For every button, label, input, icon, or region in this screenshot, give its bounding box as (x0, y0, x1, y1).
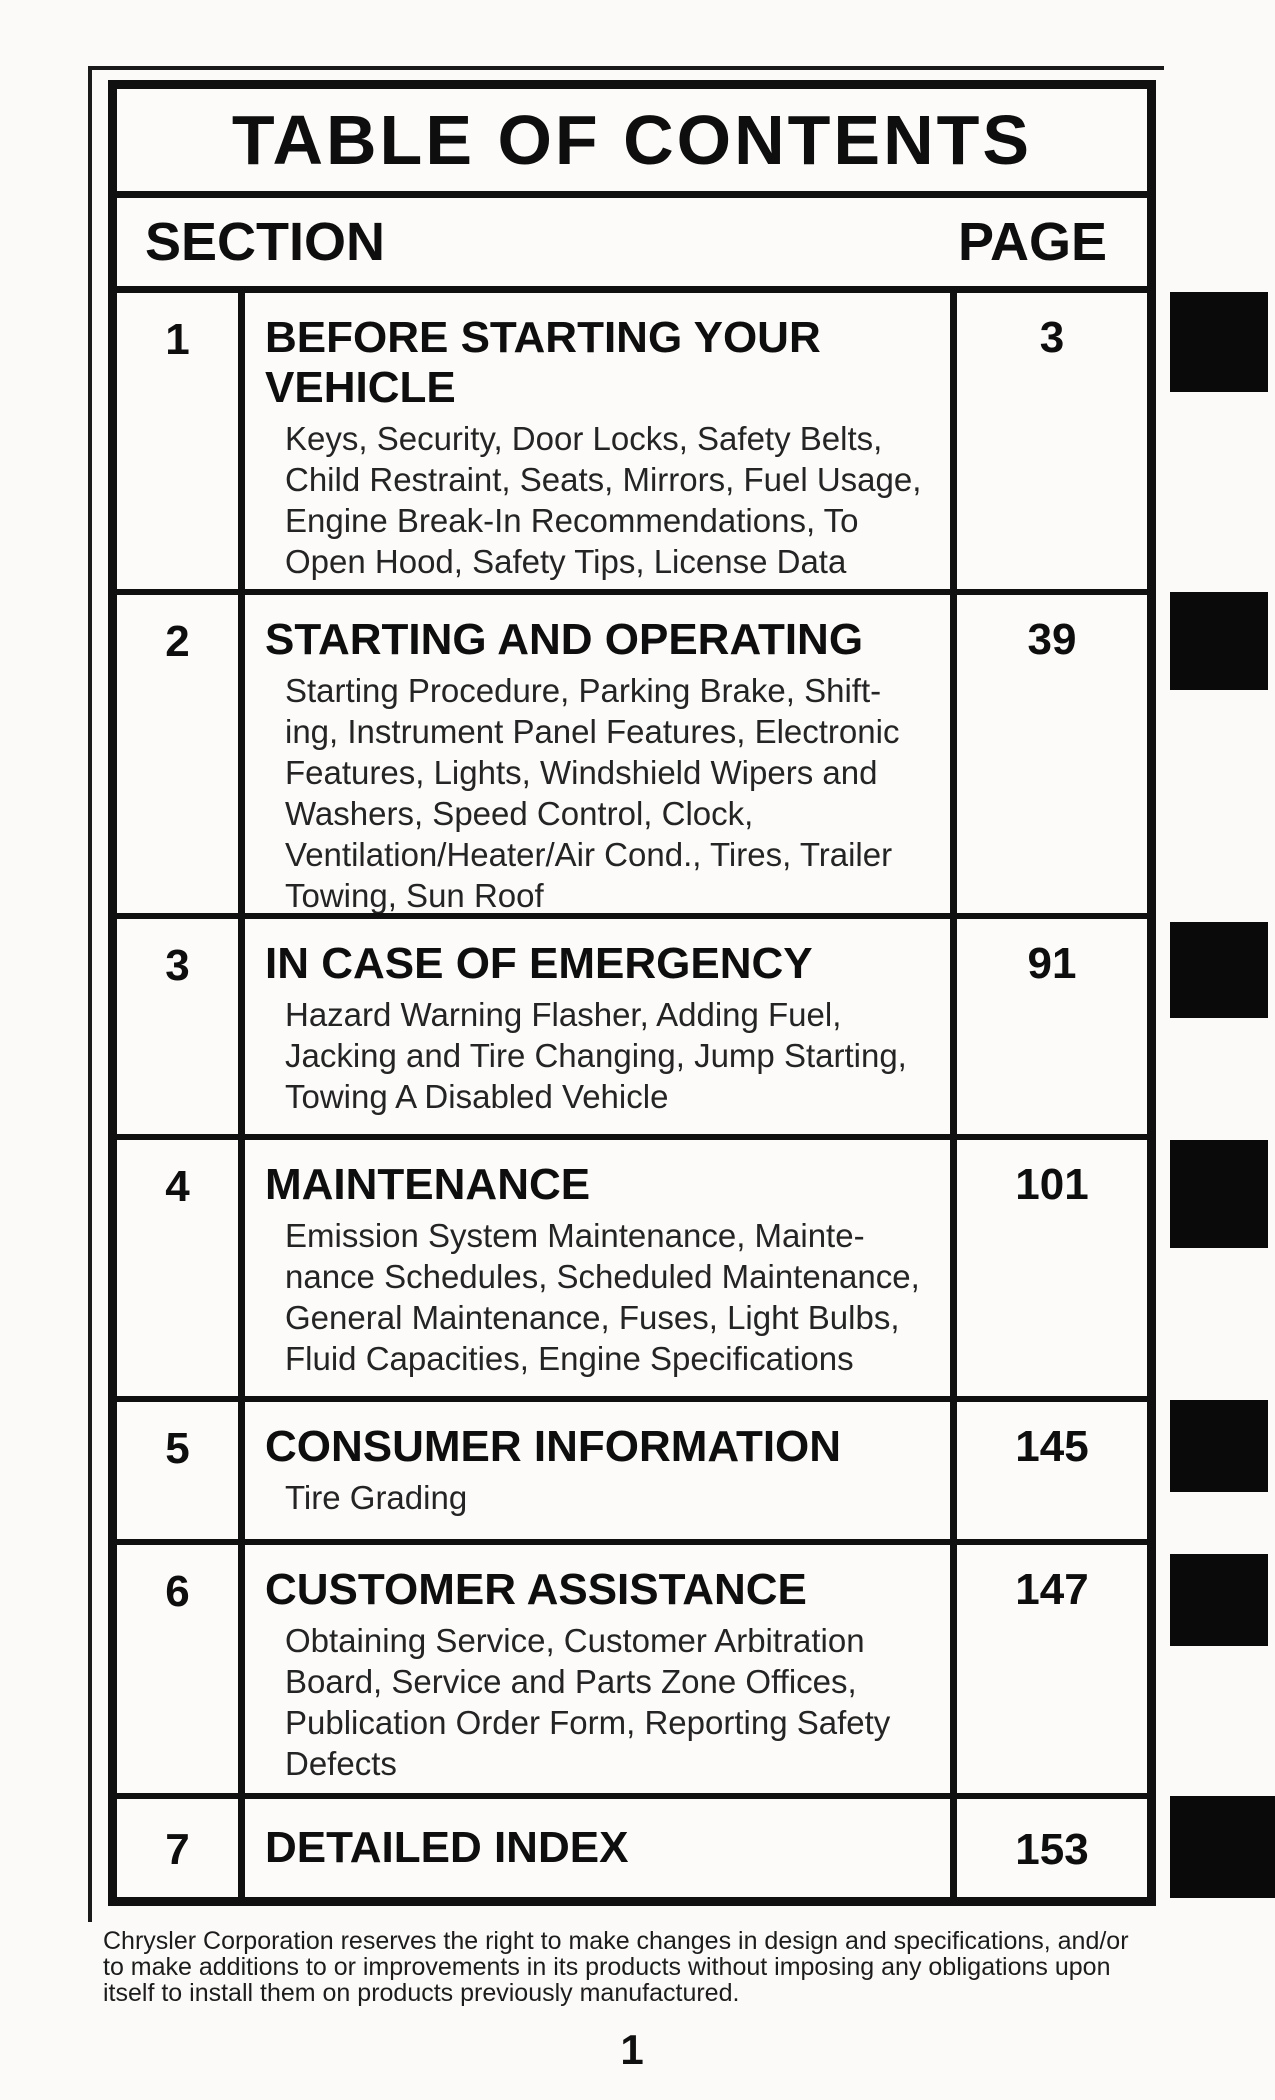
toc-row-2 (117, 595, 1147, 919)
section-topics (265, 994, 944, 1117)
section-topics (265, 418, 944, 582)
section-tab-2 (1170, 592, 1268, 690)
desc-line: Starting Procedure, Parking Brake, Shift- (285, 672, 882, 709)
section-topics (265, 1620, 944, 1784)
section-content (245, 293, 950, 589)
disclaimer-line: itself to install them on products previously manufactured. (103, 1979, 740, 2007)
section-tab-5 (1170, 1400, 1268, 1492)
section-title (265, 1160, 944, 1210)
heading-line: DETAILED INDEX (265, 1823, 629, 1872)
toc-row-4 (117, 1140, 1147, 1402)
desc-line: Fluid Capacities, Engine Specifications (285, 1340, 854, 1377)
toc-row-3 (117, 919, 1147, 1140)
section-page-number: 39 (950, 595, 1147, 913)
section-content (245, 1402, 950, 1539)
desc-line: General Maintenance, Fuses, Light Bulbs, (285, 1299, 900, 1336)
heading-line: BEFORE STARTING YOUR (265, 313, 821, 362)
desc-line: Keys, Security, Door Locks, Safety Belts, (285, 420, 883, 457)
section-number: 4 (117, 1140, 245, 1396)
toc-row-1 (117, 293, 1147, 595)
section-page-number: 3 (950, 293, 1147, 589)
desc-line: Ventilation/Heater/Air Cond., Tires, Trailer (285, 836, 893, 873)
section-content (245, 595, 950, 913)
section-tab-4 (1170, 1140, 1268, 1248)
section-title (265, 1565, 944, 1615)
desc-line: Publication Order Form, Reporting Safety (285, 1704, 891, 1741)
page-number: 1 (620, 2026, 644, 2073)
section-page-number: 145 (950, 1402, 1147, 1539)
page-title: TABLE OF CONTENTS (117, 89, 1147, 198)
desc-line: Towing, Sun Roof (285, 877, 544, 913)
heading-line: MAINTENANCE (265, 1160, 591, 1209)
section-content (245, 1799, 950, 1897)
desc-line: Towing A Disabled Vehicle (285, 1078, 669, 1115)
section-number: 2 (117, 595, 245, 913)
desc-line: Features, Lights, Windshield Wipers and (285, 754, 878, 791)
heading-line: IN CASE OF EMERGENCY (265, 939, 813, 988)
section-number: 6 (117, 1545, 245, 1793)
section-content (245, 1140, 950, 1396)
desc-line: Emission System Maintenance, Mainte- (285, 1217, 865, 1254)
section-page-number: 91 (950, 919, 1147, 1134)
desc-line: Tire Grading (285, 1479, 468, 1516)
section-number: 7 (117, 1799, 245, 1897)
section-tab-6 (1170, 1554, 1268, 1646)
section-page-number: 147 (950, 1545, 1147, 1793)
section-tab-7 (1170, 1796, 1275, 1898)
toc-row-7 (117, 1799, 1147, 1897)
legal-disclaimer (103, 1928, 1203, 2006)
desc-line: Child Restraint, Seats, Mirrors, Fuel Usage, (285, 461, 922, 498)
table-of-contents (108, 80, 1156, 1906)
disclaimer-line: to make additions to or improvements in its products without imposing any obligations upon (103, 1953, 1111, 1981)
disclaimer-line: Chrysler Corporation reserves the right to make changes in design and specifications, and/or (103, 1927, 1129, 1955)
desc-line: Defects (285, 1745, 397, 1782)
section-number: 1 (117, 293, 245, 589)
section-title (265, 1422, 944, 1472)
desc-line: Hazard Warning Flasher, Adding Fuel, (285, 996, 842, 1033)
section-title (265, 313, 944, 413)
section-title (265, 1823, 944, 1873)
section-topics (265, 1477, 944, 1518)
desc-line: ing, Instrument Panel Features, Electronic (285, 713, 900, 750)
desc-line: Board, Service and Parts Zone Offices, (285, 1663, 857, 1700)
section-topics (265, 670, 944, 913)
heading-line: VEHICLE (265, 363, 456, 412)
desc-line: Obtaining Service, Customer Arbitration (285, 1622, 865, 1659)
heading-line: STARTING AND OPERATING (265, 615, 864, 664)
section-topics (265, 1215, 944, 1379)
heading-line: CUSTOMER ASSISTANCE (265, 1565, 807, 1614)
desc-line: Washers, Speed Control, Clock, (285, 795, 754, 832)
column-header-row (117, 198, 1147, 293)
desc-line: Open Hood, Safety Tips, License Data (285, 543, 847, 580)
section-page-number: 101 (950, 1140, 1147, 1396)
desc-line: Jacking and Tire Changing, Jump Starting, (285, 1037, 907, 1074)
section-column-label: SECTION (145, 212, 386, 272)
desc-line: nance Schedules, Scheduled Maintenance, (285, 1258, 920, 1295)
section-number: 5 (117, 1402, 245, 1539)
section-page-number: 153 (950, 1799, 1147, 1897)
section-content (245, 919, 950, 1134)
heading-line: CONSUMER INFORMATION (265, 1422, 842, 1471)
section-tab-1 (1170, 292, 1268, 392)
section-tab-3 (1170, 922, 1268, 1018)
page-column-label: PAGE (957, 212, 1107, 272)
toc-row-5 (117, 1402, 1147, 1545)
section-title (265, 939, 944, 989)
toc-row-6 (117, 1545, 1147, 1799)
section-title (265, 615, 944, 665)
section-number: 3 (117, 919, 245, 1134)
desc-line: Engine Break-In Recommendations, To (285, 502, 859, 539)
section-content (245, 1545, 950, 1793)
